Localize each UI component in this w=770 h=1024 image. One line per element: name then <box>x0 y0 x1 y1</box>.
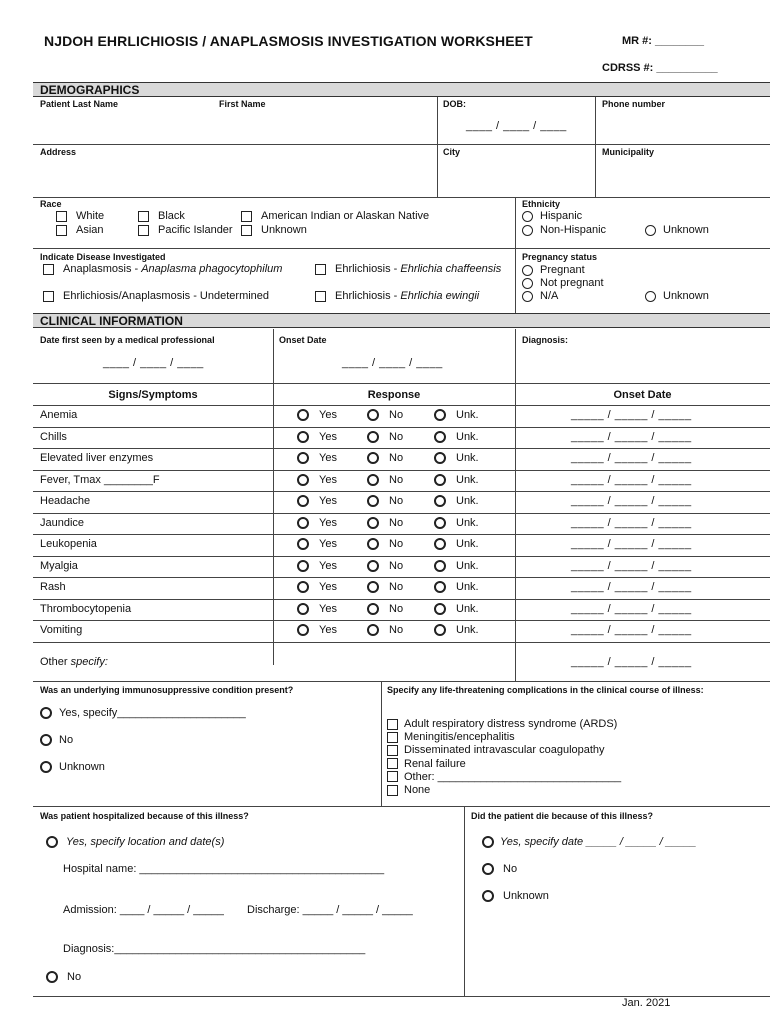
radio[interactable] <box>46 836 58 848</box>
ethnicity-label: Ethnicity <box>522 199 561 209</box>
response-yes-option[interactable]: Yes <box>297 452 337 464</box>
phone-label: Phone number <box>602 99 666 109</box>
radio[interactable] <box>297 452 309 464</box>
symptom-onset-date-field[interactable]: _____ / _____ / _____ <box>571 602 692 615</box>
radio[interactable] <box>367 495 379 507</box>
checkbox[interactable] <box>56 211 67 222</box>
response-no-option[interactable]: No <box>367 431 403 443</box>
radio[interactable] <box>434 603 446 615</box>
divider <box>515 329 516 681</box>
radio[interactable] <box>367 409 379 421</box>
divider <box>33 556 770 557</box>
symptom-name: Vomiting <box>40 624 83 636</box>
symptom-onset-date-field[interactable]: _____ / _____ / _____ <box>571 430 692 443</box>
response-unk-option[interactable]: Unk. <box>434 495 479 507</box>
divider <box>273 329 274 665</box>
symptom-onset-date-field[interactable]: _____ / _____ / _____ <box>571 409 692 421</box>
radio[interactable] <box>645 291 656 302</box>
clinical-header: CLINICAL INFORMATION <box>33 313 770 328</box>
symptom-onset-date-field[interactable]: _____ / _____ / _____ <box>571 559 692 572</box>
date-first-seen-label: Date first seen by a medical professional <box>40 335 215 345</box>
radio[interactable] <box>297 409 309 421</box>
symptom-name: Fever, Tmax ________F <box>40 473 160 486</box>
hospital-yes-option[interactable]: Yes, specify location and date(s) <box>46 836 224 848</box>
symptom-name: Elevated liver enzymes <box>40 452 154 464</box>
symptom-name: Rash <box>40 581 66 593</box>
checkbox[interactable] <box>43 264 54 275</box>
radio[interactable] <box>297 581 309 593</box>
radio[interactable] <box>40 734 52 746</box>
response-no-option[interactable]: No <box>367 603 403 615</box>
complication-item[interactable]: Other: ______________________________ <box>387 771 621 783</box>
disease-label: Indicate Disease Investigated <box>40 252 166 262</box>
immuno-unknown-option[interactable]: Unknown <box>40 761 105 773</box>
response-yes-option[interactable]: Yes <box>297 474 337 486</box>
radio[interactable] <box>297 560 309 572</box>
radio[interactable] <box>40 761 52 773</box>
signs-symptoms-header: Signs/Symptoms <box>108 389 198 401</box>
divider <box>33 427 770 428</box>
hospital-question: Was patient hospitalized because of this illness? <box>40 811 249 821</box>
symptom-name: Anemia <box>40 409 78 421</box>
response-no-option[interactable]: No <box>367 409 403 421</box>
complication-item[interactable]: Renal failure <box>387 758 466 770</box>
divider <box>33 577 770 578</box>
response-unk-option[interactable]: Unk. <box>434 431 479 443</box>
immuno-question: Was an underlying immunosuppressive condition present? <box>40 685 294 695</box>
response-no-option[interactable]: No <box>367 495 403 507</box>
immuno-no-option[interactable]: No <box>40 734 73 746</box>
onset-date-label: Onset Date <box>279 335 327 345</box>
complication-item[interactable]: Adult respiratory distress syndrome (ARDS) <box>387 718 617 730</box>
demographics-header: DEMOGRAPHICS <box>33 82 770 97</box>
checkbox[interactable] <box>387 785 398 796</box>
other-specify-label: Other specify: <box>40 656 108 668</box>
radio[interactable] <box>367 581 379 593</box>
address-label: Address <box>40 147 77 157</box>
discharge-date-field[interactable]: Discharge: _____ / _____ / _____ <box>247 904 413 916</box>
symptom-name: Leukopenia <box>40 538 97 550</box>
radio[interactable] <box>434 560 446 572</box>
disease-ehrlichia-chaffeensis-option[interactable]: Ehrlichiosis - Ehrlichia chaffeensis <box>315 263 501 275</box>
radio[interactable] <box>46 971 58 983</box>
radio[interactable] <box>482 836 494 848</box>
ethnicity-hispanic-option[interactable]: Hispanic <box>522 210 582 222</box>
divider <box>33 144 770 145</box>
response-unk-option[interactable]: Unk. <box>434 560 479 572</box>
symptom-onset-date-field[interactable]: _____ / _____ / _____ <box>571 581 692 593</box>
complication-item[interactable]: Disseminated intravascular coagulopathy <box>387 744 605 756</box>
death-yes-option[interactable]: Yes, specify date _____ / _____ / _____ <box>482 836 696 848</box>
radio[interactable] <box>367 538 379 550</box>
checkbox[interactable] <box>43 291 54 302</box>
death-question: Did the patient die because of this illness? <box>471 811 654 821</box>
symptom-onset-date-field[interactable]: _____ / _____ / _____ <box>571 538 692 550</box>
disease-ehrlichia-ewingii-option[interactable]: Ehrlichiosis - Ehrlichia ewingii <box>315 290 479 302</box>
response-unk-option[interactable]: Unk. <box>434 538 479 550</box>
divider <box>33 642 770 643</box>
radio[interactable] <box>297 495 309 507</box>
symptom-onset-date-field[interactable]: _____ / _____ / _____ <box>571 473 692 486</box>
response-no-option[interactable]: No <box>367 517 403 529</box>
checkbox[interactable] <box>387 719 398 730</box>
symptom-name: Myalgia <box>40 559 78 572</box>
other-onset-date-field[interactable]: _____ / _____ / _____ <box>571 656 692 668</box>
hospital-diagnosis-field[interactable]: Diagnosis:_________________________________________ <box>63 943 366 955</box>
divider <box>33 534 770 535</box>
response-no-option[interactable]: No <box>367 581 403 593</box>
radio[interactable] <box>367 603 379 615</box>
municipality-label: Municipality <box>602 147 655 157</box>
radio[interactable] <box>434 452 446 464</box>
symptom-name: Jaundice <box>40 516 85 529</box>
divider <box>437 97 438 198</box>
divider <box>33 197 770 198</box>
divider <box>464 806 465 996</box>
dob-label: DOB: <box>443 99 466 109</box>
complication-item[interactable]: None <box>387 784 430 796</box>
onset-date-field[interactable]: ____ / ____ / ____ <box>342 357 443 369</box>
race-pacific-option[interactable]: Pacific Islander <box>138 224 233 236</box>
race-unknown-option[interactable]: Unknown <box>241 224 307 236</box>
pregnancy-na-option[interactable]: N/A <box>522 290 558 302</box>
radio[interactable] <box>434 474 446 486</box>
checkbox[interactable] <box>241 225 252 236</box>
checkbox[interactable] <box>315 264 326 275</box>
radio[interactable] <box>367 624 379 636</box>
radio[interactable] <box>434 624 446 636</box>
response-no-option[interactable]: No <box>367 538 403 550</box>
immuno-yes-option[interactable]: Yes, specify_____________________ <box>40 707 246 719</box>
race-white-option[interactable]: White <box>56 210 104 222</box>
radio[interactable] <box>522 225 533 236</box>
response-yes-option[interactable]: Yes <box>297 603 337 615</box>
response-yes-option[interactable]: Yes <box>297 431 337 443</box>
radio[interactable] <box>522 291 533 302</box>
radio[interactable] <box>297 624 309 636</box>
ethnicity-nonhispanic-option[interactable]: Non-Hispanic <box>522 224 606 236</box>
onset-date-header: Onset Date <box>613 389 672 401</box>
checkbox[interactable] <box>56 225 67 236</box>
symptom-onset-date-field[interactable]: _____ / _____ / _____ <box>571 495 692 507</box>
symptom-onset-date-field[interactable]: _____ / _____ / _____ <box>571 452 692 464</box>
checkbox[interactable] <box>138 225 149 236</box>
radio[interactable] <box>482 863 494 875</box>
radio[interactable] <box>522 265 533 276</box>
radio[interactable] <box>434 581 446 593</box>
response-no-option[interactable]: No <box>367 452 403 464</box>
response-yes-option[interactable]: Yes <box>297 409 337 421</box>
disease-undetermined-option[interactable]: Ehrlichiosis/Anaplasmosis - Undetermined <box>43 290 269 302</box>
response-yes-option[interactable]: Yes <box>297 581 337 593</box>
response-unk-option[interactable]: Unk. <box>434 624 479 636</box>
response-unk-option[interactable]: Unk. <box>434 474 479 486</box>
divider <box>33 681 770 682</box>
radio[interactable] <box>297 603 309 615</box>
radio[interactable] <box>367 517 379 529</box>
checkbox[interactable] <box>387 771 398 782</box>
death-no-option[interactable]: No <box>482 863 517 875</box>
disease-anaplasmosis-option[interactable]: Anaplasmosis - Anaplasma phagocytophilum <box>43 263 282 275</box>
pregnancy-unknown-option[interactable]: Unknown <box>645 290 709 302</box>
response-unk-option[interactable]: Unk. <box>434 603 479 615</box>
radio[interactable] <box>297 538 309 550</box>
response-no-option[interactable]: No <box>367 624 403 636</box>
form-title: NJDOH EHRLICHIOSIS / ANAPLASMOSIS INVESTIGATION WORKSHEET <box>44 33 533 49</box>
response-unk-option[interactable]: Unk. <box>434 517 479 529</box>
checkbox[interactable] <box>138 211 149 222</box>
city-label: City <box>443 147 461 157</box>
symptom-name: Thrombocytopenia <box>40 602 132 615</box>
radio[interactable] <box>367 431 379 443</box>
symptom-name: Headache <box>40 495 91 507</box>
response-no-option[interactable]: No <box>367 474 403 486</box>
radio[interactable] <box>434 517 446 529</box>
divider <box>33 448 770 449</box>
divider <box>381 681 382 806</box>
response-yes-option[interactable]: Yes <box>297 624 337 636</box>
radio[interactable] <box>645 225 656 236</box>
radio[interactable] <box>522 211 533 222</box>
response-no-option[interactable]: No <box>367 560 403 572</box>
symptom-name: Chills <box>40 430 67 443</box>
race-asian-option[interactable]: Asian <box>56 224 104 236</box>
symptom-onset-date-field[interactable]: _____ / _____ / _____ <box>571 624 692 636</box>
divider <box>33 599 770 600</box>
radio[interactable] <box>367 474 379 486</box>
divider <box>33 620 770 621</box>
radio[interactable] <box>40 707 52 719</box>
race-label: Race <box>40 199 62 209</box>
radio[interactable] <box>297 474 309 486</box>
radio[interactable] <box>297 517 309 529</box>
response-header: Response <box>367 389 421 401</box>
checkbox[interactable] <box>387 732 398 743</box>
checkbox[interactable] <box>241 211 252 222</box>
checkbox[interactable] <box>387 745 398 756</box>
race-black-option[interactable]: Black <box>138 210 185 222</box>
response-yes-option[interactable]: Yes <box>297 517 337 529</box>
response-unk-option[interactable]: Unk. <box>434 581 479 593</box>
dob-field[interactable]: ____ / ____ / ____ <box>466 120 567 132</box>
pregnancy-pregnant-option[interactable]: Pregnant <box>522 264 585 276</box>
race-aian-option[interactable]: American Indian or Alaskan Native <box>241 210 429 222</box>
response-unk-option[interactable]: Unk. <box>434 452 479 464</box>
hospital-no-option[interactable]: No <box>46 971 81 983</box>
response-yes-option[interactable]: Yes <box>297 495 337 507</box>
last-name-label: Patient Last Name <box>40 99 119 109</box>
pregnancy-not-pregnant-option[interactable]: Not pregnant <box>522 277 604 289</box>
divider <box>33 248 770 249</box>
divider <box>515 197 516 313</box>
date-first-seen-field[interactable]: ____ / ____ / ____ <box>103 357 204 369</box>
checkbox[interactable] <box>315 291 326 302</box>
divider <box>33 383 770 384</box>
radio[interactable] <box>522 278 533 289</box>
radio[interactable] <box>434 409 446 421</box>
hospital-name-field[interactable]: Hospital name: ________________________________________ <box>63 863 385 875</box>
death-unknown-option[interactable]: Unknown <box>482 890 549 902</box>
complication-item[interactable]: Meningitis/encephalitis <box>387 731 515 743</box>
diagnosis-label: Diagnosis: <box>522 335 569 345</box>
radio[interactable] <box>434 538 446 550</box>
response-yes-option[interactable]: Yes <box>297 560 337 572</box>
mr-number-field[interactable]: MR #: ________ <box>622 35 704 47</box>
radio[interactable] <box>434 495 446 507</box>
checkbox[interactable] <box>387 758 398 769</box>
form-version: Jan. 2021 <box>622 997 671 1009</box>
admission-date-field[interactable]: Admission: ____ / _____ / _____ <box>63 904 224 916</box>
radio[interactable] <box>367 452 379 464</box>
first-name-label: First Name <box>219 99 266 109</box>
divider <box>33 470 770 471</box>
complications-question: Specify any life-threatening complications in the clinical course of illness: <box>387 685 704 695</box>
divider <box>33 405 770 406</box>
radio[interactable] <box>297 431 309 443</box>
radio[interactable] <box>482 890 494 902</box>
ethnicity-unknown-option[interactable]: Unknown <box>645 224 709 236</box>
response-unk-option[interactable]: Unk. <box>434 409 479 421</box>
symptom-onset-date-field[interactable]: _____ / _____ / _____ <box>571 516 692 529</box>
divider <box>33 513 770 514</box>
response-yes-option[interactable]: Yes <box>297 538 337 550</box>
divider <box>33 806 770 807</box>
radio[interactable] <box>367 560 379 572</box>
divider <box>595 97 596 198</box>
divider <box>33 491 770 492</box>
cdrss-number-field[interactable]: CDRSS #: __________ <box>602 62 718 74</box>
pregnancy-label: Pregnancy status <box>522 252 598 262</box>
radio[interactable] <box>434 431 446 443</box>
